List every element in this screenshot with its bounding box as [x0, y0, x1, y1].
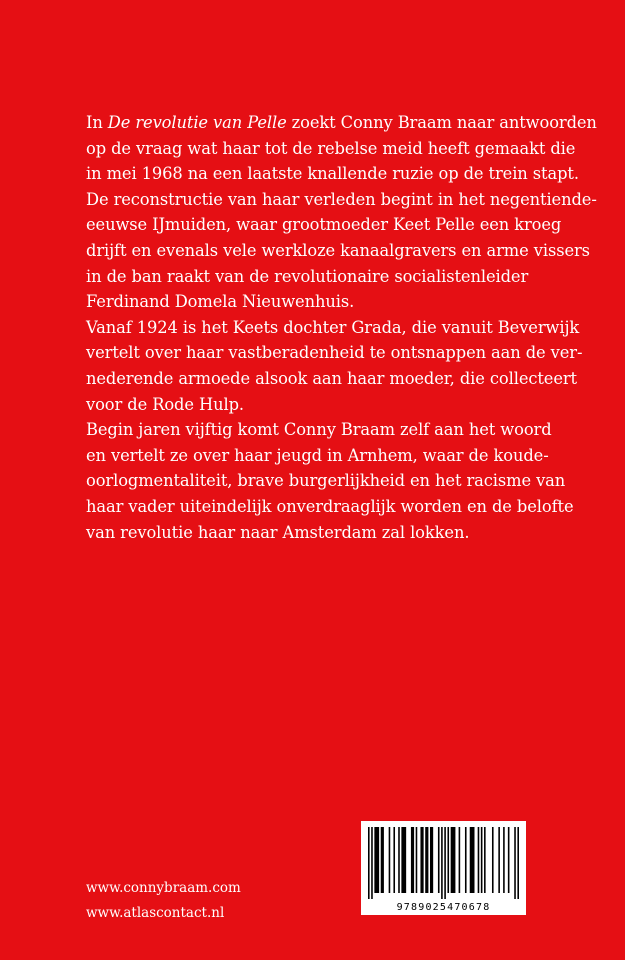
barcode-bars — [368, 827, 519, 899]
blurb-line: Begin jaren vijftig komt Conny Braam zelf aan het woord — [86, 420, 552, 440]
blurb-line: in de ban raakt van de revolutionaire socialistenleider — [86, 266, 529, 286]
barcode-bar — [470, 827, 475, 893]
barcode-bar — [517, 827, 519, 899]
barcode-bar — [465, 827, 467, 893]
barcode-bar — [371, 827, 373, 899]
author-website-link[interactable]: www.connybraam.com — [86, 880, 241, 896]
barcode-bar — [438, 827, 440, 893]
isbn-number: 9789025470678 — [396, 902, 491, 913]
barcode-bar — [459, 827, 461, 893]
blurb-line: nederende armoede alsook aan haar moeder, die collecteert — [86, 368, 578, 388]
barcode-bar — [441, 827, 443, 899]
barcode-bar — [411, 827, 414, 893]
barcode-bar — [381, 827, 384, 893]
barcode-bar — [447, 827, 449, 893]
barcode-bar — [484, 827, 486, 893]
barcode-bar — [444, 827, 446, 899]
barcode-bar — [503, 827, 505, 893]
barcode-bar — [430, 827, 433, 893]
blurb-line: vertelt over haar vastberadenheid te ontsnappen aan de ver- — [86, 343, 583, 363]
isbn-barcode — [361, 821, 526, 915]
barcode-bar — [514, 827, 516, 899]
blurb-intro-before: In — [86, 113, 108, 132]
barcode-bar — [481, 827, 483, 893]
blurb-line: haar vader uiteindelijk onverdraaglijk worden en de belofte — [86, 496, 574, 516]
barcode-bar — [478, 827, 480, 893]
barcode-bar — [393, 827, 395, 893]
blurb-line: eeuwse IJmuiden, waar grootmoeder Keet Pelle een kroeg — [86, 215, 562, 235]
blurb-line: Ferdinand Domela Nieuwenhuis. — [86, 292, 355, 312]
blurb-line: van revolutie haar naar Amsterdam zal lokken. — [86, 522, 470, 542]
barcode-bar — [420, 827, 423, 893]
blurb-text — [86, 110, 597, 545]
blurb-line: voor de Rode Hulp. — [86, 394, 244, 414]
blurb-intro-after: zoekt Conny Braam naar antwoorden — [286, 113, 597, 132]
barcode-bar — [425, 827, 428, 893]
barcode-bar — [492, 827, 494, 893]
barcode-bar — [508, 827, 510, 893]
barcode-bar — [401, 827, 406, 893]
blurb-line: drijft en evenals vele werkloze kanaalgravers en arme vissers — [86, 240, 590, 260]
blurb-line: in mei 1968 na een laatste knallende ruzie op de trein stapt. — [86, 164, 579, 184]
barcode-bar — [398, 827, 400, 893]
website-links — [86, 876, 241, 926]
blurb-line — [86, 110, 597, 136]
blurb-line: Vanaf 1924 is het Keets dochter Grada, die vanuit Beverwijk — [86, 317, 580, 337]
barcode-bar — [389, 827, 391, 893]
barcode-bar — [451, 827, 456, 893]
barcode-bar — [416, 827, 418, 893]
barcode-bar — [498, 827, 500, 893]
blurb-line: op de vraag wat haar tot de rebelse meid heeft gemaakt die — [86, 138, 576, 158]
blurb-line: en vertelt ze over haar jeugd in Arnhem, waar de koude- — [86, 445, 549, 465]
book-title: De revolutie van Pelle — [107, 113, 287, 132]
barcode-bar — [368, 827, 370, 899]
barcode-bar — [374, 827, 379, 893]
publisher-website-link[interactable]: www.atlascontact.nl — [86, 905, 225, 921]
blurb-line: De reconstructie van haar verleden begint in het negentiende- — [86, 189, 597, 209]
blurb-line: oorlogmentaliteit, brave burgerlijkheid en het racisme van — [86, 471, 566, 491]
